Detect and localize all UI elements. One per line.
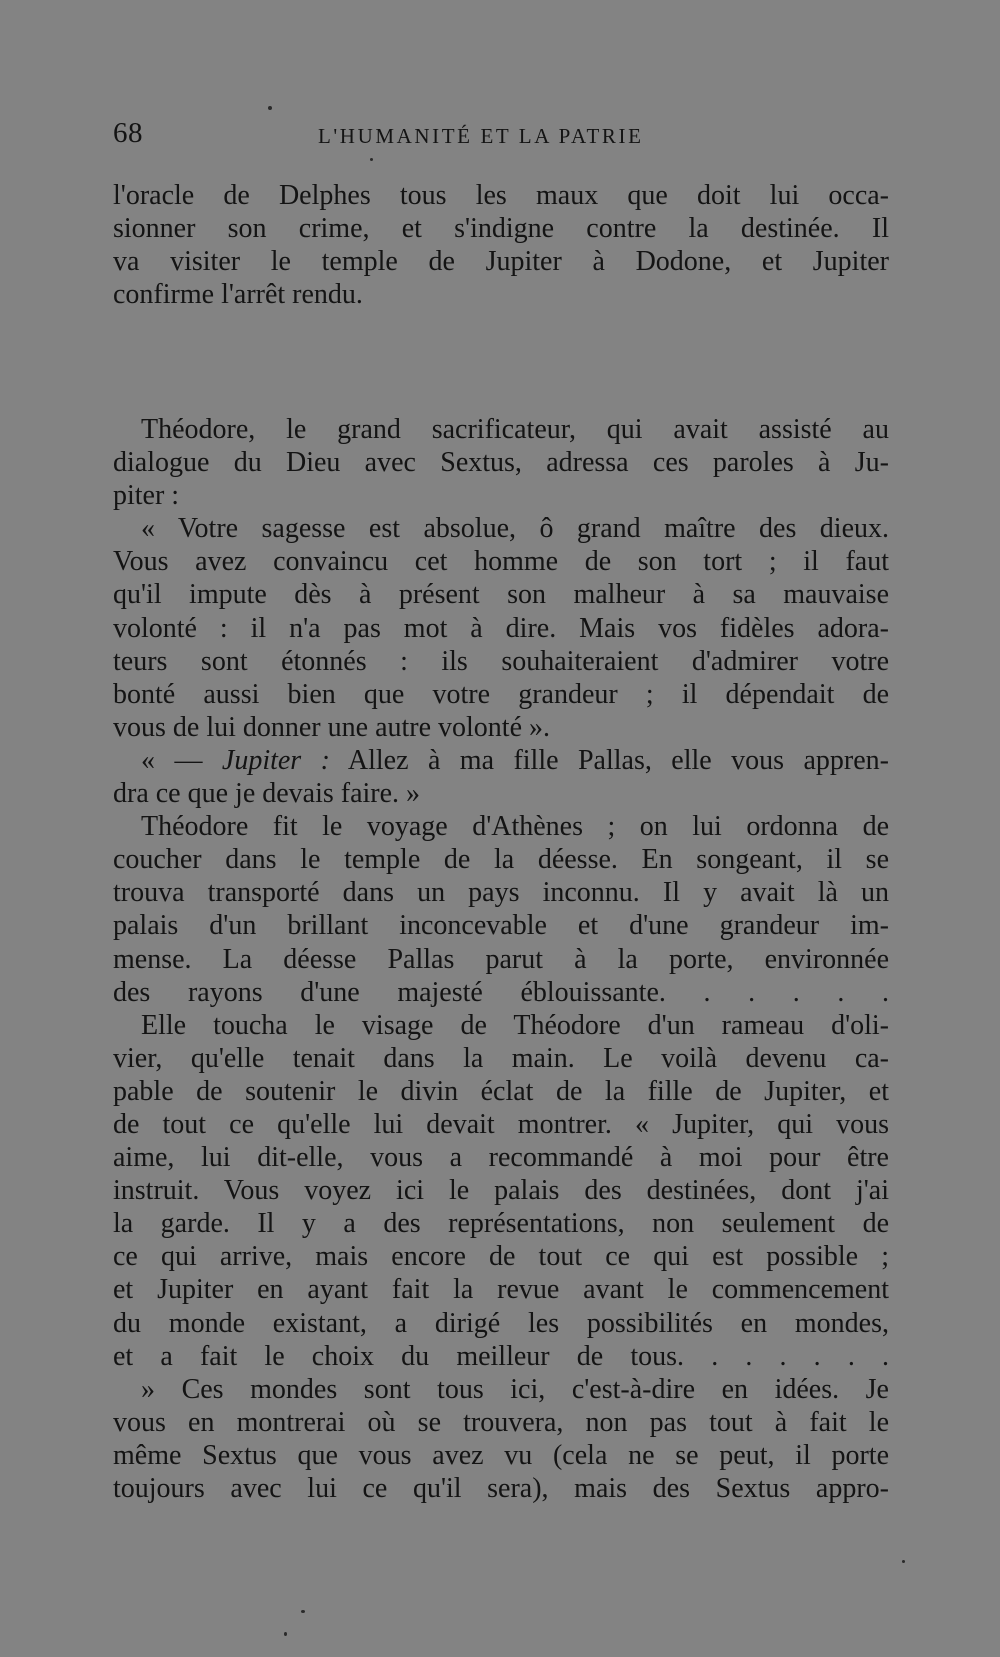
text-line: même Sextus que vous avez vu (cela ne se peut, il porte	[113, 1439, 889, 1471]
text-line: vous en montrerai où se trouvera, non pas tout à fait le	[113, 1406, 889, 1438]
text-line	[113, 744, 889, 777]
text-line: des rayons d'une majesté éblouissante. . . . . .	[113, 976, 889, 1008]
line-text: Allez à ma fille Pallas, elle vous appren-	[329, 744, 890, 776]
text-line: toujours avec lui ce qu'il sera), mais des Sextus appro-	[113, 1473, 889, 1504]
text-line: sionner son crime, et s'indigne contre la destinée. Il	[113, 213, 889, 245]
text-line: trouva transporté dans un pays inconnu. Il y avait là un	[113, 877, 889, 909]
text-line: dialogue du Dieu avec Sextus, adressa ces paroles à Ju-	[113, 447, 889, 479]
text-line: du monde existant, a dirigé les possibilités en mondes,	[113, 1307, 889, 1339]
text-line: qu'il impute dès à présent son malheur à sa mauvaise	[113, 579, 889, 611]
text-line: teurs sont étonnés : ils souhaiteraient d'admirer votre	[113, 645, 889, 677]
text-line: coucher dans le temple de la déesse. En songeant, il se	[113, 844, 889, 876]
text-line: instruit. Vous voyez ici le palais des destinées, dont j'ai	[113, 1175, 889, 1207]
text-line: vous de lui donner une autre volonté ».	[113, 711, 551, 743]
text-line: vier, qu'elle tenait dans la main. Le voilà devenu ca-	[113, 1042, 889, 1074]
page-header	[113, 117, 889, 153]
text-line: Théodore fit le voyage d'Athènes ; on lui ordonna de	[141, 811, 889, 843]
text-line: et a fait le choix du meilleur de tous. . . . . . .	[113, 1340, 889, 1372]
text-line: ce qui arrive, mais encore de tout ce qui est possible ;	[113, 1241, 889, 1273]
text-line: mense. La déesse Pallas parut à la porte, environnée	[113, 943, 889, 975]
text-line: palais d'un brillant inconcevable et d'une grandeur im-	[113, 910, 889, 942]
text-line: Théodore, le grand sacrificateur, qui avait assisté au	[141, 414, 889, 445]
main-text	[113, 413, 889, 1505]
scan-speck	[301, 1610, 305, 1613]
text-line: va visiter le temple de Jupiter à Dodone, et Jupiter	[113, 246, 889, 278]
text-line: la garde. Il y a des représentations, non seulement de	[113, 1208, 889, 1240]
text-line: confirme l'arrêt rendu.	[113, 279, 363, 311]
text-line: bonté aussi bien que votre grandeur ; il dépendait de	[113, 678, 889, 710]
scan-speck	[268, 106, 272, 110]
speaker-name: Jupiter :	[221, 744, 330, 776]
text-line: aime, lui dit-elle, vous a recommandé à moi pour être	[113, 1142, 889, 1174]
scan-speck	[284, 1632, 287, 1636]
intro-paragraph	[113, 179, 889, 311]
text-line: volonté : il n'a pas mot à dire. Mais vos fidèles adora-	[113, 612, 889, 644]
text-line: » Ces mondes sont tous ici, c'est-à-dire en idées. Je	[141, 1373, 889, 1405]
text-line: et Jupiter en ayant fait la revue avant le commencement	[113, 1274, 889, 1306]
scan-speck	[902, 1560, 905, 1563]
page-number: 68	[113, 117, 143, 149]
text-line: « Votre sagesse est absolue, ô grand maître des dieux.	[141, 513, 889, 545]
quote-open: « —	[141, 744, 222, 776]
text-line: de tout ce qu'elle lui devait montrer. « Jupiter, qui vous	[113, 1108, 889, 1140]
scan-speck	[370, 158, 373, 161]
text-line: Vous avez convaincu cet homme de son tort ; il faut	[113, 546, 889, 578]
text-line: pable de soutenir le divin éclat de la fille de Jupiter, et	[113, 1075, 889, 1107]
running-title: L'HUMANITÉ ET LA PATRIE	[318, 124, 644, 148]
text-line: dra ce que je devais faire. »	[113, 778, 421, 810]
text-line: piter :	[113, 480, 180, 512]
text-line: Elle toucha le visage de Théodore d'un rameau d'oli-	[141, 1009, 889, 1041]
text-line: l'oracle de Delphes tous les maux que doit lui occa-	[113, 180, 889, 211]
